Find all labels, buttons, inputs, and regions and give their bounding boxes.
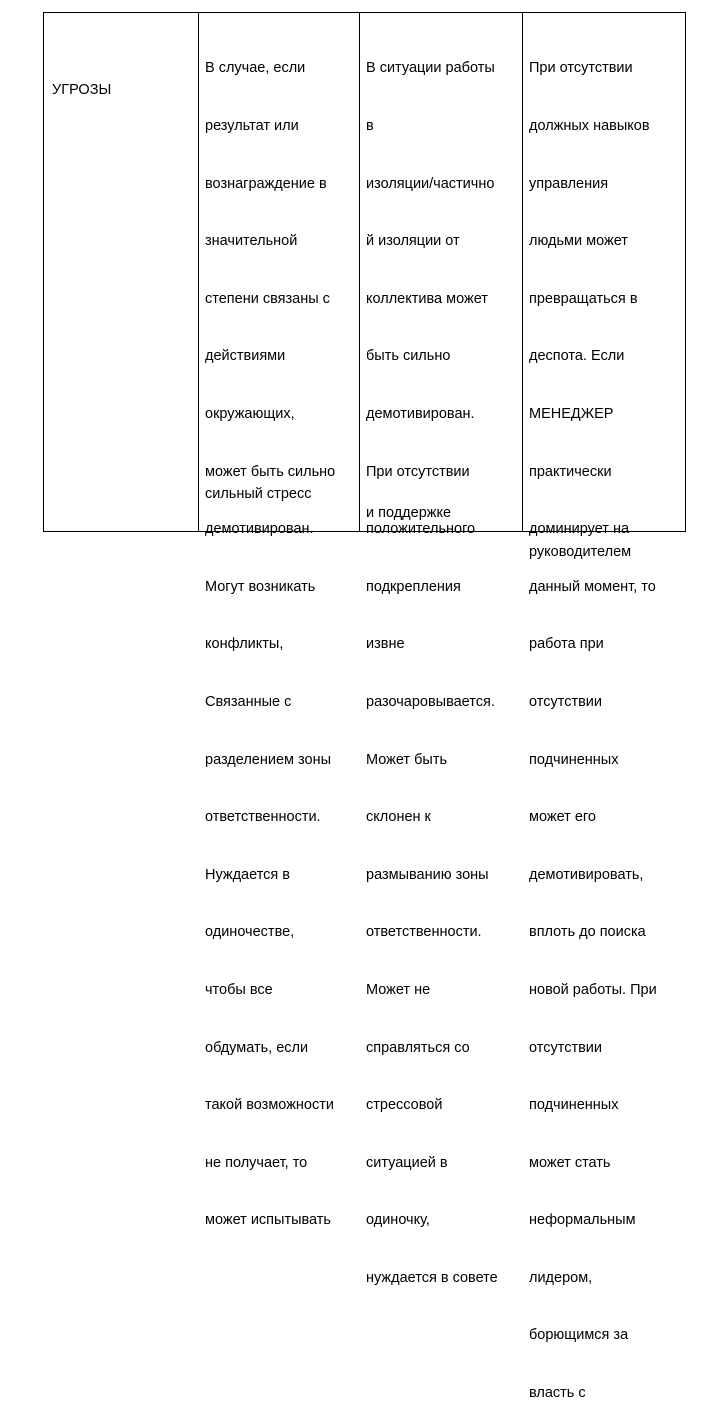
column-divider xyxy=(198,13,199,531)
cell-line: разочаровывается. xyxy=(366,693,495,710)
row-header-threats xyxy=(52,43,111,120)
cell-line: ответственности. xyxy=(205,809,321,826)
cell-line: и поддержке xyxy=(366,505,452,522)
cell-col-1-tail xyxy=(205,447,311,524)
column-divider xyxy=(522,13,523,531)
cell-line: размыванию зоны xyxy=(366,866,489,883)
cell-line: может его xyxy=(529,809,596,826)
cell-line: деспота. Если xyxy=(529,348,625,365)
cell-line: склонен к xyxy=(366,809,431,826)
cell-line: отсутствии xyxy=(529,693,602,710)
cell-line: Нуждается в xyxy=(205,866,291,883)
cell-line: не получает, то xyxy=(205,1154,308,1171)
cell-line: изоляции/частично xyxy=(366,175,495,192)
cell-line: ситуацией в xyxy=(366,1154,448,1171)
cell-line: отсутствии xyxy=(529,1039,602,1056)
cell-line: сильный стресс xyxy=(205,486,312,503)
cell-line: такой возможности xyxy=(205,1097,334,1114)
cell-col-1 xyxy=(205,21,335,1250)
cell-line: руководителем xyxy=(529,544,632,561)
cell-line: МЕНЕДЖЕР xyxy=(529,405,614,422)
cell-line: конфликты, xyxy=(205,636,284,653)
cell-line: Может не xyxy=(366,981,431,998)
cell-col-3-tail xyxy=(529,505,631,582)
cell-line: При отсутствии xyxy=(366,463,470,480)
cell-line: может стать xyxy=(529,1154,611,1171)
cell-line: результат или xyxy=(205,118,299,134)
cell-line: людьми может xyxy=(529,233,628,250)
cell-line: действиями xyxy=(205,348,286,365)
cell-line: ответственности. xyxy=(366,924,482,941)
cell-line: практически xyxy=(529,463,612,480)
cell-line: демотивировать, xyxy=(529,866,644,883)
cell-line: При отсутствии xyxy=(529,60,633,77)
cell-line: может быть сильно xyxy=(205,463,336,480)
cell-line: степени связаны с xyxy=(205,290,330,307)
row-header-label: УГРОЗЫ xyxy=(52,82,112,99)
column-divider xyxy=(359,13,360,531)
cell-line: лидером, xyxy=(529,1269,593,1286)
cell-line: в xyxy=(366,118,374,134)
cell-line: подкрепления xyxy=(366,578,461,595)
cell-line: нуждается в совете xyxy=(366,1269,498,1286)
cell-line: власть с xyxy=(529,1385,586,1402)
cell-line: В случае, если xyxy=(205,60,306,77)
cell-line: быть сильно xyxy=(366,348,451,365)
cell-line: данный момент, то xyxy=(529,578,656,595)
cell-line: чтобы все xyxy=(205,981,273,998)
cell-line: Связанные с xyxy=(205,693,292,710)
cell-line: подчиненных xyxy=(529,1097,619,1114)
cell-line: Могут возникать xyxy=(205,578,316,595)
cell-line: демотивирован. xyxy=(205,521,314,538)
cell-line: стрессовой xyxy=(366,1097,443,1114)
cell-line: В ситуации работы xyxy=(366,60,495,77)
cell-line: управления xyxy=(529,175,609,192)
cell-line: вознаграждение в xyxy=(205,175,327,192)
cell-line: обдумать, если xyxy=(205,1039,309,1056)
cell-line: Может быть xyxy=(366,751,448,768)
cell-line: значительной xyxy=(205,233,298,250)
cell-col-2 xyxy=(366,21,498,1307)
cell-line: может испытывать xyxy=(205,1212,331,1229)
cell-line: превращаться в xyxy=(529,290,638,307)
cell-line: работа при xyxy=(529,636,604,653)
cell-line: коллектива может xyxy=(366,290,488,307)
cell-col-3 xyxy=(529,21,657,1422)
cell-line: неформальным xyxy=(529,1212,636,1229)
cell-line: одиночку, xyxy=(366,1212,430,1229)
cell-line: должных навыков xyxy=(529,118,650,134)
cell-line: разделением зоны xyxy=(205,751,332,768)
cell-line: окружающих, xyxy=(205,405,295,422)
cell-line: демотивирован. xyxy=(366,405,475,422)
cell-line: борющимся за xyxy=(529,1327,629,1344)
cell-line: вплоть до поиска xyxy=(529,924,646,941)
cell-col-2-tail xyxy=(366,466,451,543)
cell-line: положительного xyxy=(366,521,476,538)
cell-line: подчиненных xyxy=(529,751,619,768)
cell-line: извне xyxy=(366,636,405,653)
cell-line: справляться со xyxy=(366,1039,470,1056)
cell-line: новой работы. При xyxy=(529,981,657,998)
cell-line: доминирует на xyxy=(529,521,630,538)
cell-line: й изоляции от xyxy=(366,233,460,250)
cell-line: одиночестве, xyxy=(205,924,295,941)
